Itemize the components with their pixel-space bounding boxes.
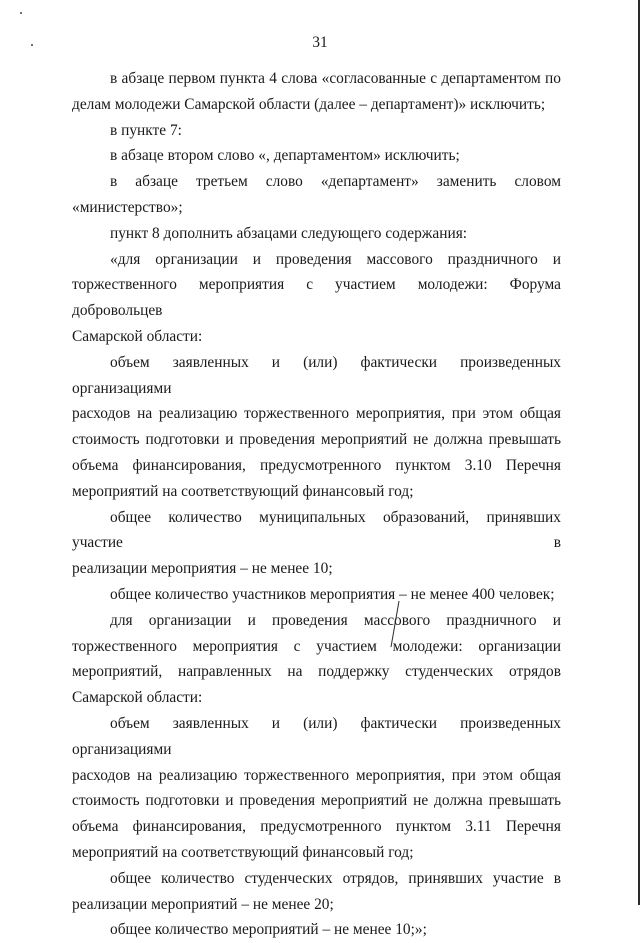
text-line: для организации и проведения массового праздничного и [110,611,561,629]
text-line: общее количество мероприятий – не менее 10;»; [110,921,427,939]
paragraph [72,917,561,943]
text-line: реализации мероприятий – не менее 20; [72,895,334,913]
paragraph [72,608,561,711]
text-line: объем заявленных и (или) фактически произведенных организациями [72,353,561,397]
scan-speck [20,12,22,14]
text-line: Самарской области: [72,689,203,707]
text-line: стоимость подготовки и проведения мероприятий не должна превышать [72,792,561,810]
text-line: объема финансирования, предусмотренного пунктом 3.11 Перечня [72,818,561,836]
paragraph [72,247,561,350]
text-line: торжественного мероприятия с участием молодежи: Форума добровольцев [72,276,561,320]
document-body [72,66,561,943]
paragraph [72,66,561,118]
text-line: в пункте 7: [110,121,182,139]
text-line: расходов на реализацию торжественного мероприятия, при этом общая [72,766,561,784]
paragraph [72,505,561,582]
text-line: стоимость подготовки и проведения мероприятий не должна превышать [72,431,561,449]
pen-stroke-mark [389,599,401,649]
text-line: Самарской области: [72,327,203,345]
text-line: в абзаце втором слово «, департаментом» исключить; [110,147,460,165]
text-line: объем заявленных и (или) фактически произведенных организациями [72,714,561,758]
text-line: расходов на реализацию торжественного мероприятия, при этом общая [72,405,561,423]
text-line: «министерство»; [72,198,183,216]
text-line: в абзаце третьем слово «департамент» заменить словом [110,173,561,191]
text-line: мероприятий на соответствующий финансовый год; [72,843,414,861]
paragraph [72,866,561,918]
paragraph [72,221,561,247]
text-line: мероприятий, направленных на поддержку студенческих отрядов [72,663,561,681]
text-line: в абзаце первом пункта 4 слова «согласованные с департаментом по [110,70,561,87]
text-line: «для организации и проведения массового праздничного и [110,250,561,268]
text-line: пункт 8 дополнить абзацами следующего содержания: [110,224,468,242]
text-line: реализации мероприятия – не менее 10; [72,560,333,578]
text-line: общее количество муниципальных образований, принявших участие в [72,508,561,552]
paragraph [72,350,561,505]
text-line: общее количество студенческих отрядов, принявших участие в [110,869,561,887]
paragraph [72,711,561,866]
text-line: делам молодежи Самарской области (далее – департамент)» исключить; [72,95,546,113]
paragraph [72,143,561,169]
paragraph [72,169,561,221]
text-line: мероприятий на соответствующий финансовый год; [72,482,414,500]
paragraph [72,118,561,144]
text-line: торжественного мероприятия с участием молодежи: организации [72,637,561,655]
text-line: общее количество участников мероприятия – не менее 400 человек; [110,585,555,603]
text-line: объема финансирования, предусмотренного пунктом 3.10 Перечня [72,456,561,474]
scan-speck [31,44,33,46]
page-number: 31 [312,34,328,51]
paragraph [72,582,561,608]
